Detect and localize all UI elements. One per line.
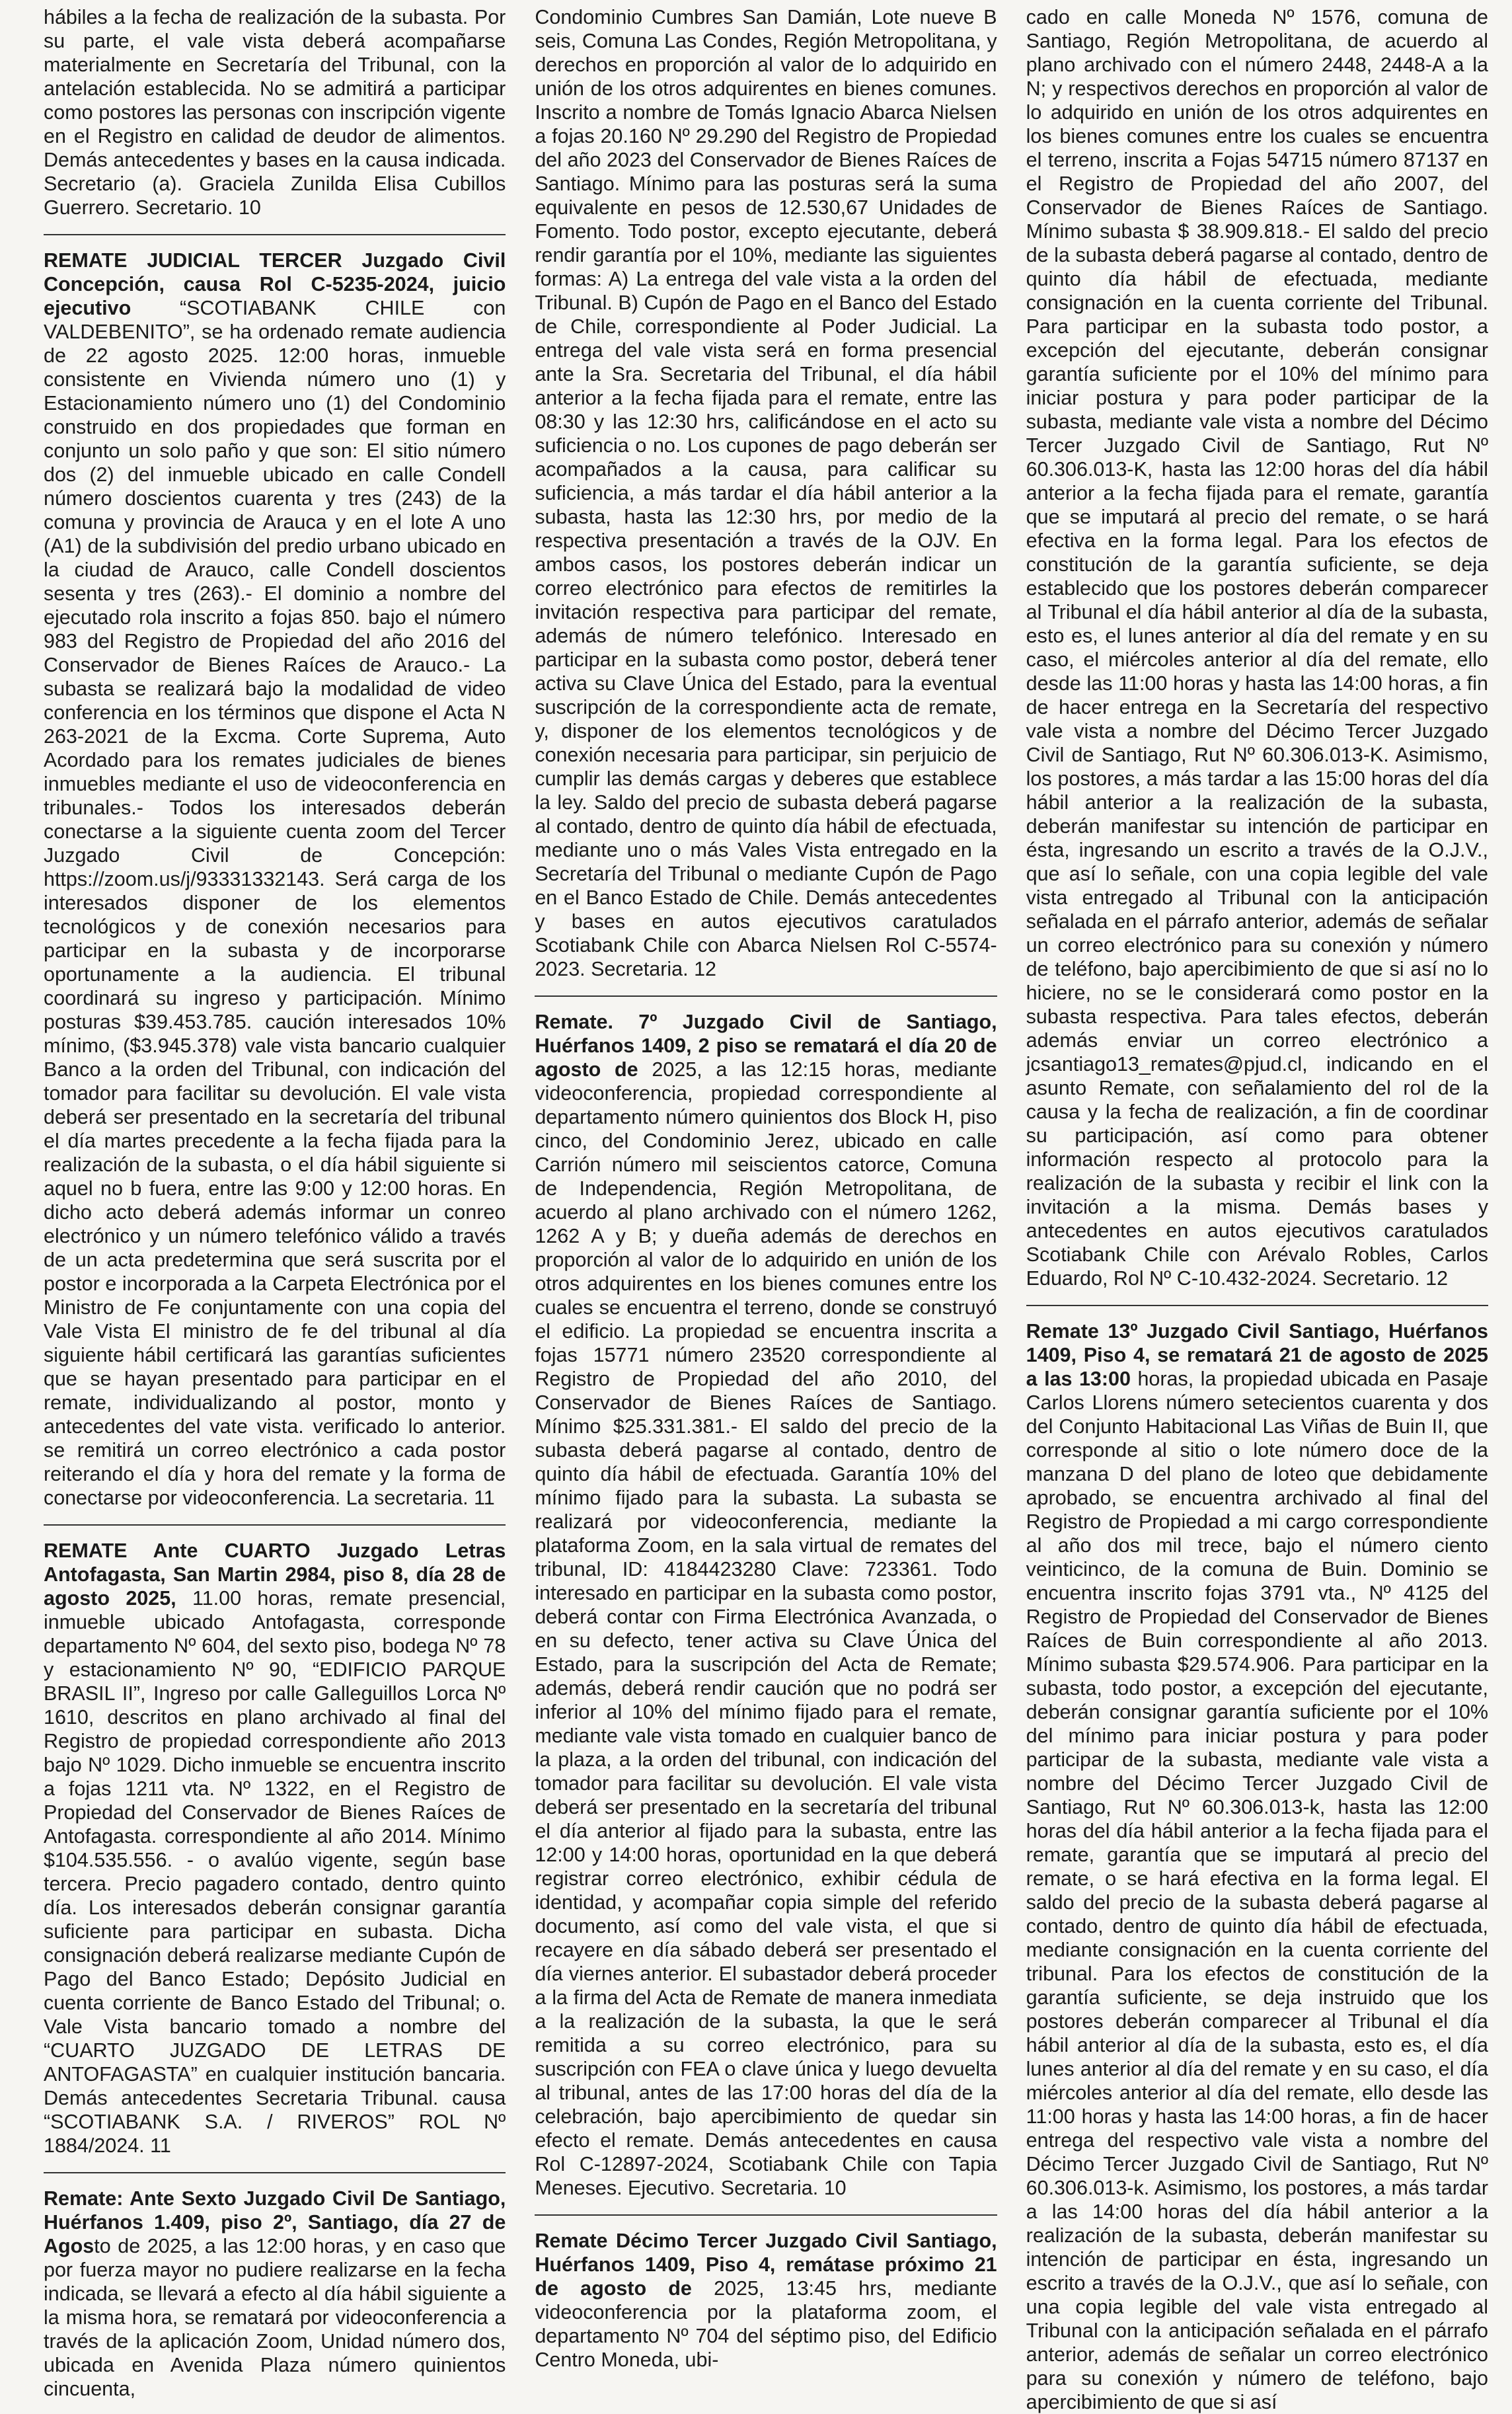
notice-heading: Remate: Ante Sexto Juzgado Civil De Santiago, Huérfanos 1.409, piso 2º, Santiago, día 27 de Agos [44,2187,506,2257]
notice-body: to de 2025, a las 12:00 horas, y en caso que por fuerza mayor no pudiere realizarse en la fecha indicada, se llevará a efecto al día hábil siguiente a la misma hora, se rematará por videoconferencia a través de la aplicación Zoom, Unidad número dos, ubicada en Avenida Plaza número quinientos cincuenta, [44,2235,506,2400]
notice [535,2229,997,2372]
notice-continuation [535,5,997,981]
separator [44,234,506,235]
notice-body: hábiles a la fecha de realización de la subasta. Por su parte, el vale vista deberá acompañarse materialmente en Secretaría del Tribunal, con la antelación establecida. No se admitirá a participar como postores las personas con inscripción vigente en el Registro en calidad de deudor de alimentos. Demás antecedentes y bases en la causa indicada. Secretario (a). Graciela Zunilda Elisa Cubillos Guerrero. Secretario. 10 [44,6,506,219]
notice-body: “SCOTIABANK CHILE con VALDEBENITO”, se ha ordenado remate audiencia de 22 agosto 2025. 12:00 horas, inmueble consistente en Vivienda número uno (1) y Estacionamiento número uno (1) del Condominio construido en dos propiedades que forman en conjunto un solo paño y que son: El sitio número dos (2) del inmueble ubicado en calle Condell número doscientos cuarenta y tres (243) de la comuna y provincia de Arauca y en el lote A uno (A1) de la subdivisión del predio urbano ubicado en la ciudad de Arauco, calle Condell doscientos sesenta y tres (263).- El dominio a nombre del ejecutado rola inscrito a fojas 850. bajo el número 983 del Registro de Propiedad del año 2016 del Conservador de Bienes Raíces de Arauco.- La subasta se realizará bajo la modalidad de video conferencia en los términos que dispone el Acta N 263-2021 de la Excma. Corte Suprema, Auto Acordado para los remates judiciales de bienes inmuebles mediante el uso de videoconferencia en tribunales.- Todos los interesados deberán conectarse a la siguiente cuenta zoom del Tercer Juzgado Civil de Concepción: https://zoom.us/j/93331332143. Será carga de los interesados disponer de los elementos tecnológicos y de conexión necesarios para participar en la subasta y de incorporarse oportunamente a la audiencia. El tribunal coordinará su ingreso y participación. Mínimo posturas $39.453.785. caución interesados 10% mínimo, ($3.945.378) vale vista bancario cualquier Banco a la orden del Tribunal, con indicación del tomador para facilitar su devolución. El vale vista deberá ser presentado en la secretaría del tribunal el día martes precedente a la fecha fijada para la realización de la subasta, o el día hábil siguiente si aquel no b fuera, entre las 9:00 y 12:00 horas. En dicho acto deberá además informar un conreo electrónico y un número telefónico válido a través de un acta predetermina que será suscrita por el postor e incorporada a la Carpeta Electrónica por el Ministro de Fe conjuntamente con una copia del Vale Vista El ministro de fe del tribunal al día siguiente hábil certificará las garantías suficientes que se hayan presentado para participar en el remate, individualizando al postor, monto y antecedentes del vate vista. verificado lo anterior. se remitirá un correo electrónico a cada postor reiterando el día y hora del remate y la forma de conectarse por videoconferencia. La secretaria. 11 [44,297,506,1509]
notice-body: 2025, a las 12:15 horas, mediante videoconferencia, propiedad correspondiente al departamento número quinientos dos Block H, piso cinco, del Condominio Jerez, ubicado en calle Carrión número mil seiscientos catorce, Comuna de Independencia, Región Metropolitana, de acuerdo al plano archivado con el número 1262, 1262 A y B; y dueña además de derechos en proporción al valor de lo adquirido en unión de los otros adquirentes en los bienes comunes entre los cuales se encuentra el terreno, donde se construyó el edificio. La propiedad se encuentra inscrita a fojas 15771 número 23520 correspondiente al Registro de Propiedad del año 2010, del Conservador de Bienes Raíces de Santiago. Mínimo $25.331.381.- El saldo del precio de la subasta deberá pagarse al contado, dentro de quinto día hábil de efectuada. Garantía 10% del mínimo fijado para la subasta. La subasta se realizará por videoconferencia, mediante la plataforma Zoom, en la sala virtual de remates del tribunal, ID: 4184423280 Clave: 723361. Todo interesado en participar en la subasta como postor, deberá contar con Firma Electrónica Avanzada, o en su defecto, tener activa su Clave Única del Estado, para la suscripción del Acta de Remate; además, deberá rendir caución que no podrá ser inferior al 10% del mínimo fijado para el remate, mediante vale vista tomado en cualquier banco de la plaza, a la orden del tribunal, con indicación del tomador para facilitar su devolución. El vale vista deberá ser presentado en la secretaría del tribunal el día anterior al fijado para la subasta, entre las 12:00 y 14:00 horas, oportunidad en la que deberá registrar correo electrónico, exhibir cédula de identidad, y acompañar copia simple del referido documento, así como del vale vista, el que si recayere en día sábado deberá ser presentado el día viernes anterior. El subastador deberá proceder a la firma del Acta de Remate de manera inmediata a la realización de la subasta, la que le será remitida a su correo electrónico, para su suscripción con FEA o clave única y luego devuelta al tribunal, antes de las 17:00 horas del día de la celebración, bajo apercibimiento de quedar sin efecto el remate. Demás antecedentes en causa Rol C-12897-2024, Scotiabank Chile con Tapia Meneses. Ejecutivo. Secretaria. 10 [535,1058,997,2199]
notice-heading: REMATE JUDICIAL TERCER Juzgado Civil Concepción, causa Rol C-5235-2024, juicio ejecutivo [44,249,506,319]
separator [44,1524,506,1526]
notice-heading: REMATE Ante CUARTO Juzgado Letras Antofagasta, San Martin 2984, piso 8, día 28 de agosto 2025, [44,1539,506,1610]
column-3 [1026,5,1488,2413]
notice [44,249,506,1510]
notice-body: cado en calle Moneda Nº 1576, comuna de Santiago, Región Metropolitana, de acuerdo al plano archivado con el número 2448, 2448-A a la N; y respectivos derechos en proporción al valor de lo adquirido en unión de los otros adquirentes en los bienes comunes entre los cuales se encuentra el terreno, inscrita a Fojas 54715 número 87137 en el Registro de Propiedad del año 2007, del Conservador de Bienes Raíces de Santiago. Mínimo subasta $ 38.909.818.- El saldo del precio de la subasta deberá pagarse al contado, dentro de quinto día hábil de efectuada, mediante consignación en la cuenta corriente del Tribunal. Para participar en la subasta todo postor, a excepción del ejecutante, deberán consignar garantía suficiente por el 10% del mínimo para iniciar postura y para poder participar de la subasta, mediante vale vista a nombre del Décimo Tercer Juzgado Civil de Santiago, Rut Nº 60.306.013-K, hasta las 12:00 horas del día hábil anterior a la fecha fijada para el remate, garantía que se imputará al precio del remate, o se hará efectiva en la forma legal. Para los efectos de constitución de la garantía suficiente, se deja establecido que los postores deberán comparecer al Tribunal el día hábil anterior al día de la subasta, esto es, el lunes anterior al día del remate y en su caso, el miércoles anterior al día del remate, ello desde las 11:00 horas y hasta las 14:00 horas, a fin de hacer entrega en la Secretaría del respectivo vale vista a nombre del Décimo Tercer Juzgado Civil de Santiago, Rut Nº 60.306.013-K. Asimismo, los postores, a más tardar a las 15:00 horas del día hábil anterior a la realización de la subasta, deberán manifestar su intención de participar en ésta, ingresando un escrito a través de la O.J.V., que así lo señale, con una copia legible del vale vista entregado al Tribunal con la anticipación señalada en el párrafo anterior, además de señalar un correo electrónico para su conexión y número de teléfono, bajo apercibimiento de que si así no lo hiciere, no se le considerará como postor en la subasta respectiva. Para tales efectos, deberán además enviar un correo electrónico a jcsantiago13_remates@pjud.cl, indicando en el asunto Remate, con señalamiento del rol de la causa y la fecha de realización, a fin de coordinar su participación, así como para obtener información respecto al protocolo para la realización de la subasta y recibir el link con la invitación a la misma. Demás bases y antecedentes en autos ejecutivos caratulados Scotiabank Chile con Arévalo Robles, Carlos Eduardo, Rol Nº C-10.432-2024. Secretario. 12 [1026,6,1488,1290]
notice [1026,1319,1488,2414]
notice-body: 2025, 13:45 hrs, mediante videoconferencia por la plataforma zoom, el departamento Nº 704 del séptimo piso, del Edificio Centro Moneda, ubi- [535,2277,997,2371]
notice-body: Condominio Cumbres San Damián, Lote nueve B seis, Comuna Las Condes, Región Metropolitana, y derechos en proporción al valor de lo adquirido en unión de los otros adquirentes en bienes comunes. Inscrito a nombre de Tomás Ignacio Abarca Nielsen a fojas 20.160 Nº 29.290 del Registro de Propiedad del año 2023 del Conservador de Bienes Raíces de Santiago. Mínimo para las posturas será la suma equivalente en pesos de 12.530,67 Unidades de Fomento. Todo postor, excepto ejecutante, deberá rendir garantía por el 10%, mediante las siguientes formas: A) La entrega del vale vista a la orden del Tribunal. B) Cupón de Pago en el Banco del Estado de Chile, correspondiente al Poder Judicial. La entrega del vale vista será en forma presencial ante la Sra. Secretaria del Tribunal, el día hábil anterior a la fecha fijada para el remate, entre las 08:30 y las 12:30 hrs, calificándose en el acto su suficiencia o no. Los cupones de pago deberán ser acompañados a la causa, para calificar su suficiencia, a más tardar el día hábil anterior a la subasta, hasta las 12:30 hrs, por medio de la respectiva presentación a través de la OJV. En ambos casos, los postores deberán indicar un correo electrónico para efectos de remitirles la invitación respectiva para participar del remate, además de número telefónico. Interesado en participar en la subasta como postor, deberá tener activa su Clave Única del Estado, para la eventual suscripción de la correspondiente acta de remate, y, disponer de los elementos tecnológicos y de conexión necesaria para participar, sin perjuicio de cumplir las demás cargas y deberes que establece la ley. Saldo del precio de subasta deberá pagarse al contado, dentro de quinto día hábil de efectuada, mediante uno o más Vales Vista entregado en la Secretaría del Tribunal o mediante Cupón de Pago en el Banco Estado de Chile. Demás antecedentes y bases en autos ejecutivos caratulados Scotiabank Chile con Abarca Nielsen Rol C-5574-2023. Secretaria. 12 [535,6,997,980]
separator [535,2214,997,2216]
notice-heading: Remate. 7º Juzgado Civil de Santiago, Huérfanos 1409, 2 piso se rematará el día 20 de agosto de [535,1011,997,1081]
notice [44,1539,506,2158]
notice-continuation [1026,5,1488,1290]
notice [535,1010,997,2200]
column-1 [44,5,506,2400]
notice-body: 11.00 horas, remate presencial, inmueble ubicado Antofagasta, corresponde departamento Nº 604, del sexto piso, bodega Nº 78 y estacionamiento Nº 90, “EDIFICIO PARQUE BRASIL II”, Ingreso por calle Galleguillos Lorca Nº 1610, descritos en plano archivado al final del Registro de propiedad correspondiente año 2013 bajo Nº 1029. Dicho inmueble se encuentra inscrito a fojas 1211 vta. Nº 1322, en el Registro de Propiedad del Conservador de Bienes Raíces de Antofagasta. correspondiente al año 2014. Mínimo $104.535.556. - o avalúo vigente, según base tercera. Precio pagadero contado, dentro quinto día. Los interesados deberán consignar garantía suficiente para participar en subasta. Dicha consignación deberá realizarse mediante Cupón de Pago del Banco Estado; Depósito Judicial en cuenta corriente de Banco Estado del Tribunal; o. Vale Vista bancario tomado a nombre del “CUARTO JUZGADO DE LETRAS DE ANTOFAGASTA” en cualquier institución bancaria. Demás antecedentes Secretaria Tribunal. causa “SCOTIABANK S.A. / RIVEROS” ROL Nº 1884/2024. 11 [44,1587,506,2157]
notice-heading: Remate Décimo Tercer Juzgado Civil Santiago, Huérfanos 1409, Piso 4, remátase próximo 21 de agosto de [535,2230,997,2300]
separator [1026,1305,1488,1306]
notice-body: horas, la propiedad ubicada en Pasaje Carlos Llorens número setecientos cuarenta y dos del Conjunto Habitacional Las Viñas de Buin II, que corresponde al sitio o lote número doce de la manzana D del plano de loteo que debidamente aprobado, se encuentra archivado al final del Registro de Propiedad a mi cargo correspondiente al año dos mil trece, bajo el número ciento veinticinco, de la comuna de Buin. Dominio se encuentra inscrito fojas 3791 vta., Nº 4125 del Registro de Propiedad del Conservador de Bienes Raíces de Buin correspondiente al año 2013. Mínimo subasta $29.574.906. Para participar en la subasta, todo postor, a excepción del ejecutante, deberán consignar garantía suficiente por el 10% del mínimo para iniciar postura y para poder participar de la subasta, mediante vale vista a nombre del Décimo Tercer Juzgado Civil de Santiago, Rut Nº 60.306.013-k, hasta las 12:00 horas del día hábil anterior a la fecha fijada para el remate, garantía que se imputará al precio del remate, o se hará efectiva en la forma legal. El saldo del precio de la subasta deberá pagarse al contado, dentro de quinto día hábil de efectuada, mediante consignación en la cuenta corriente del tribunal. Para los efectos de constitución de la garantía suficiente, se deja instruido que los postores deberán comparecer al Tribunal el día hábil anterior al día de la subasta, esto es, el día lunes anterior al día del remate y en su caso, el día miércoles anterior al día del remate, ello desde las 11:00 horas y hasta las 14:00 horas, a fin de hacer entrega del respectivo vale vista a nombre del Décimo Tercer Juzgado Civil de Santiago, Rut Nº 60.306.013-k. Asimismo, los postores, a más tardar a las 14:00 horas del día hábil anterior a la realización de la subasta, deberán manifestar su intención de participar en ésta, ingresando un escrito a través de la O.J.V., que así lo señale, con una copia legible del vale vista entregado al Tribunal con la anticipación señalada en el párrafo anterior, además de señalar un correo electrónico para su conexión y número de teléfono, bajo apercibimiento de que si así [1026,1368,1488,2413]
separator [535,995,997,997]
notice-heading: Remate 13º Juzgado Civil Santiago, Huérfanos 1409, Piso 4, se rematará 21 de agosto de 2025 a las 13:00 [1026,1320,1488,1390]
notice-continuation [44,5,506,219]
notice [44,2187,506,2401]
separator [44,2172,506,2173]
column-2 [535,5,997,2371]
